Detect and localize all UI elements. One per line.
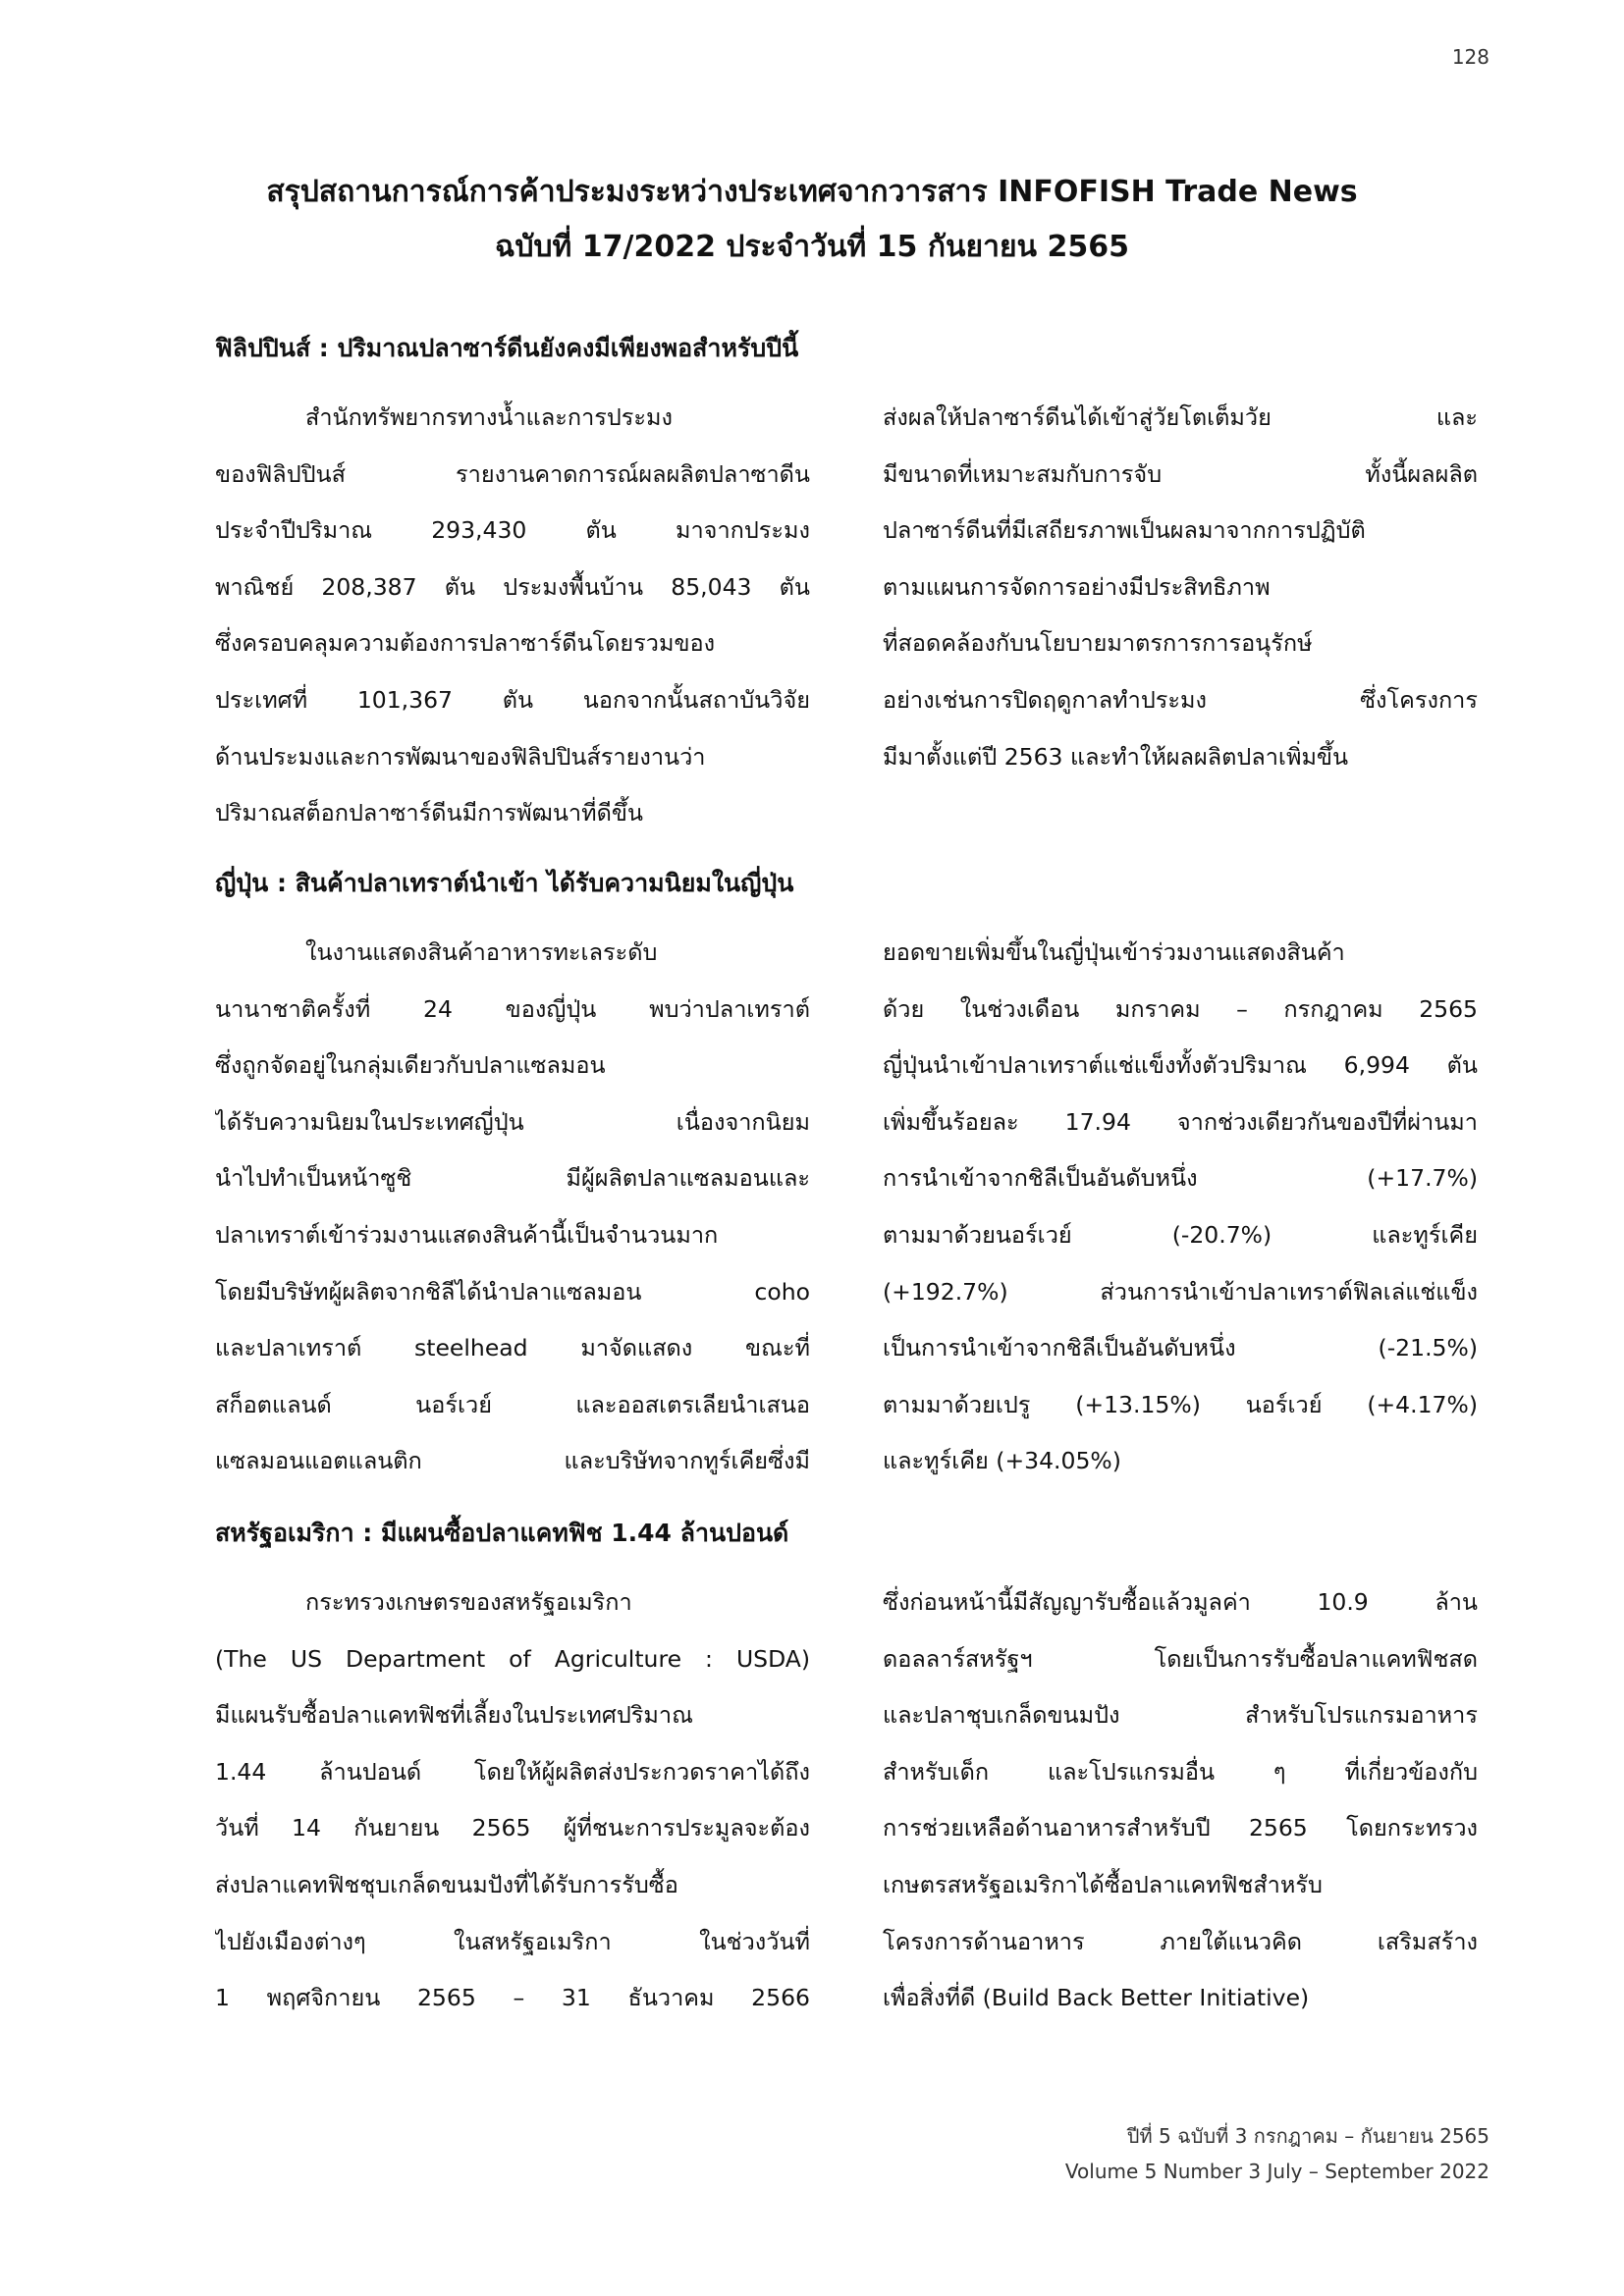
text-line: ซึ่งก่อนหน้านี้มีสัญญารับซื้อแล้วมูลค่า 10.9 ล้าน <box>883 1588 1478 1616</box>
text-line: ตามมาด้วยเปรู (+13.15%) นอร์เวย์ (+4.17%) <box>883 1390 1478 1418</box>
text-line: เพื่อสิ่งที่ดี (Build Back Better Initiative) <box>883 1984 1310 2012</box>
text-line: ประจำปีปริมาณ 293,430 ตัน มาจากประมง <box>215 516 810 545</box>
text-line: กระทรวงเกษตรของสหรัฐอเมริกา <box>305 1588 632 1616</box>
paragraph <box>883 1575 1478 2027</box>
paragraph <box>215 390 810 842</box>
text-line: และปลาชุบเกล็ดขนมปัง สำหรับโปรแกรมอาหาร <box>883 1701 1478 1730</box>
text-line: ยอดขายเพิ่มขึ้นในญี่ปุ่นเข้าร่วมงานแสดงสินค้า <box>883 938 1345 966</box>
text-line: มีขนาดที่เหมาะสมกับการจับ ทั้งนี้ผลผลิต <box>883 459 1478 488</box>
text-line: ปลาซาร์ดีนที่มีเสถียรภาพเป็นผลมาจากการปฏิบัติ <box>883 516 1366 545</box>
text-line: ซึ่งครอบคลุมความต้องการปลาซาร์ดีนโดยรวมของ <box>215 629 716 658</box>
text-line: การนำเข้าจากชิลีเป็นอันดับหนึ่ง (+17.7%) <box>883 1164 1478 1193</box>
text-line: ของฟิลิปปินส์ รายงานคาดการณ์ผลผลิตปลาซาดีน <box>215 459 810 488</box>
paragraph <box>883 390 1478 785</box>
text-line: นำไปทำเป็นหน้าซูชิ มีผู้ผลิตปลาแซลมอนและ <box>215 1164 810 1193</box>
text-line: มีแผนรับซื้อปลาแคทฟิชที่เลี้ยงในประเทศปริมาณ <box>215 1701 693 1730</box>
text-line: ญี่ปุ่นนำเข้าปลาเทราต์แช่แข็งทั้งตัวปริมาณ 6,994 ตัน <box>883 1051 1478 1080</box>
text-line: ประเทศที่ 101,367 ตัน นอกจากนั้นสถาบันวิจัย <box>215 685 810 714</box>
page-number: 128 <box>1451 45 1489 69</box>
text-line: ซึ่งถูกจัดอยู่ในกลุ่มเดียวกับปลาแซลมอน <box>215 1051 606 1080</box>
text-line: พาณิชย์ 208,387 ตัน ประมงพื้นบ้าน 85,043 ตัน <box>215 572 810 601</box>
text-line: ส่งปลาแคทฟิชชุบเกล็ดขนมปังที่ได้รับการรับซื้อ <box>215 1870 678 1898</box>
text-line: วันที่ 14 กันยายน 2565 ผู้ที่ชนะการประมูลจะต้อง <box>215 1814 810 1842</box>
section-heading: สหรัฐอเมริกา : มีแผนซื้อปลาแคทฟิช 1.44 ล้านปอนด์ <box>215 1519 789 1547</box>
footer-line-thai: ปีที่ 5 ฉบับที่ 3 กรกฎาคม – กันยายน 2565 <box>1126 2124 1489 2148</box>
text-line: ปริมาณสต็อกปลาซาร์ดีนมีการพัฒนาที่ดีขึ้น <box>215 799 643 828</box>
left-column <box>215 925 810 1490</box>
text-line: แซลมอนแอตแลนติก และบริษัทจากทูร์เคียซึ่งมี <box>215 1447 810 1475</box>
text-line: สำนักทรัพยากรทางน้ำและการประมง <box>305 403 674 431</box>
page-footer <box>1065 2118 1489 2189</box>
section-heading: ฟิลิปปินส์ : ปริมาณปลาซาร์ดีนยังคงมีเพียงพอสำหรับปีนี้ <box>215 334 799 362</box>
text-line: เพิ่มขึ้นร้อยละ 17.94 จากช่วงเดียวกันของปีที่ผ่านมา <box>883 1107 1478 1136</box>
paragraph <box>215 925 810 1490</box>
text-line: มีมาตั้งแต่ปี 2563 และทำให้ผลผลิตปลาเพิ่มขึ้น <box>883 742 1349 771</box>
text-line: ที่สอดคล้องกับนโยบายมาตรการการอนุรักษ์ <box>883 629 1313 658</box>
text-line: โครงการด้านอาหาร ภายใต้แนวคิด เสริมสร้าง <box>883 1927 1478 1955</box>
section-body <box>215 925 1478 1490</box>
text-line: ได้รับความนิยมในประเทศญี่ปุ่น เนื่องจากนิยม <box>215 1107 810 1136</box>
text-line: ส่งผลให้ปลาซาร์ดีนได้เข้าสู่วัยโตเต็มวัย และ <box>883 403 1478 431</box>
right-column <box>883 1575 1478 2027</box>
text-line: ดอลลาร์สหรัฐฯ โดยเป็นการรับซื้อปลาแคทฟิชสด <box>883 1644 1478 1673</box>
title-line-1: สรุปสถานการณ์การค้าประมงระหว่างประเทศจากวารสาร INFOFISH Trade News <box>266 175 1358 209</box>
text-line: นานาชาติครั้งที่ 24 ของญี่ปุ่น พบว่าปลาเทราต์ <box>215 994 810 1023</box>
section-usa <box>215 1514 1478 2027</box>
left-column <box>215 1575 810 2027</box>
section-body <box>215 390 1478 842</box>
right-column <box>883 390 1478 842</box>
section-heading: ญี่ปุ่น : สินค้าปลาเทราต์นำเข้า ได้รับความนิยมในญี่ปุ่น <box>215 869 794 897</box>
text-line: 1 พฤศจิกายน 2565 – 31 ธันวาคม 2566 <box>215 1984 810 2012</box>
section-japan <box>215 864 1478 1490</box>
text-line: เป็นการนำเข้าจากชิลีเป็นอันดับหนึ่ง (-21.5%) <box>883 1334 1478 1362</box>
paragraph <box>883 925 1478 1490</box>
text-line: โดยมีบริษัทผู้ผลิตจากชิลีได้นำปลาแซลมอน coho <box>215 1277 810 1306</box>
footer-line-english: Volume 5 Number 3 July – September 2022 <box>1064 2160 1489 2183</box>
text-line: การช่วยเหลือด้านอาหารสำหรับปี 2565 โดยกระทรวง <box>883 1814 1478 1842</box>
text-line: ตามมาด้วยนอร์เวย์ (-20.7%) และทูร์เคีย <box>883 1220 1478 1249</box>
text-line: สำหรับเด็ก และโปรแกรมอื่น ๆ ที่เกี่ยวข้องกับ <box>883 1757 1478 1786</box>
text-line: อย่างเช่นการปิดฤดูกาลทำประมง ซึ่งโครงการ <box>883 685 1478 714</box>
right-column <box>883 925 1478 1490</box>
text-line: 1.44 ล้านปอนด์ โดยให้ผู้ผลิตส่งประกวดราคาได้ถึง <box>215 1757 810 1786</box>
section-philippines <box>215 329 1478 842</box>
text-line: ตามแผนการจัดการอย่างมีประสิทธิภาพ <box>883 572 1271 601</box>
text-line: และปลาเทราต์ steelhead มาจัดแสดง ขณะที่ <box>215 1334 810 1362</box>
text-line: สก็อตแลนด์ นอร์เวย์ และออสเตรเลียนำเสนอ <box>215 1390 810 1418</box>
text-line: ด้วย ในช่วงเดือน มกราคม – กรกฎาคม 2565 <box>883 994 1478 1023</box>
document-title <box>147 165 1477 275</box>
text-line: เกษตรสหรัฐอเมริกาได้ซื้อปลาแคทฟิชสำหรับ <box>883 1870 1323 1898</box>
text-line: ไปยังเมืองต่างๆ ในสหรัฐอเมริกา ในช่วงวันที่ <box>215 1927 810 1955</box>
paragraph <box>215 1575 810 2027</box>
text-line: ด้านประมงและการพัฒนาของฟิลิปปินส์รายงานว่า <box>215 742 706 771</box>
left-column <box>215 390 810 842</box>
title-line-2: ฉบับที่ 17/2022 ประจำวันที่ 15 กันยายน 2565 <box>495 230 1129 264</box>
section-body <box>215 1575 1478 2027</box>
text-line: ปลาเทราต์เข้าร่วมงานแสดงสินค้านี้เป็นจำนวนมาก <box>215 1220 719 1249</box>
text-line: (The US Department of Agriculture : USDA) <box>215 1644 810 1673</box>
text-line: และทูร์เคีย (+34.05%) <box>883 1447 1121 1475</box>
text-line: ในงานแสดงสินค้าอาหารทะเลระดับ <box>305 938 658 966</box>
text-line: (+192.7%) ส่วนการนำเข้าปลาเทราต์ฟิลเล่แช่แข็ง <box>883 1277 1478 1306</box>
